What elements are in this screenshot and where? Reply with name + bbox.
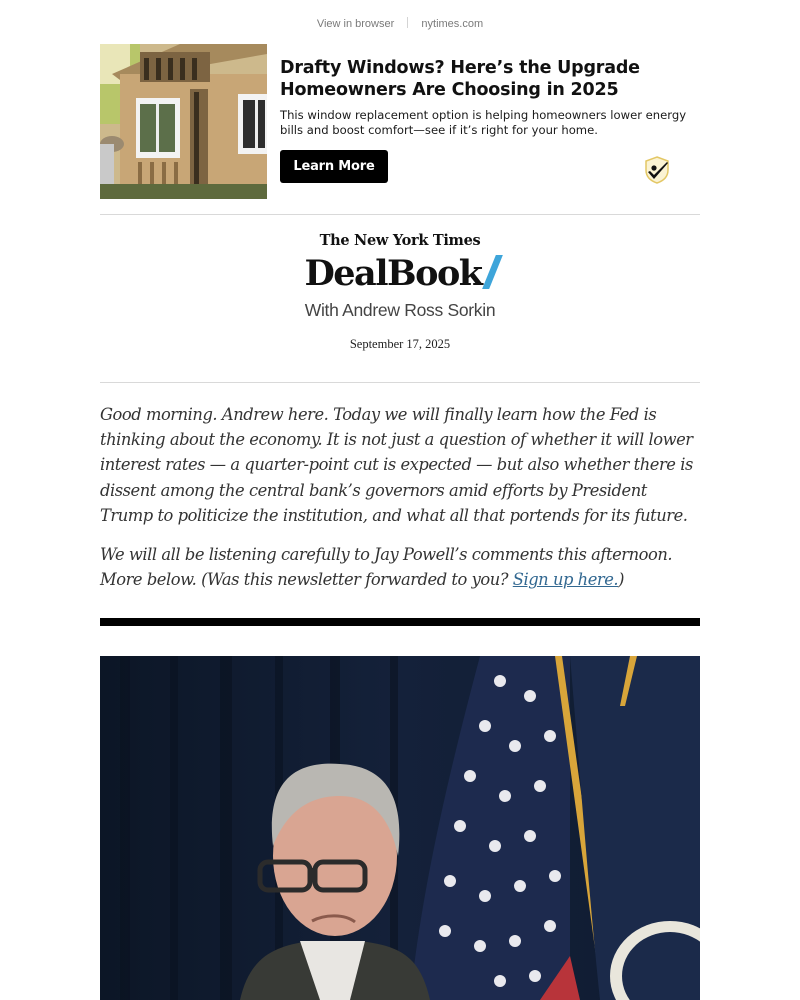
- intro-paragraph-2-text: We will all be listening carefully to Jay Powell’s comments this afternoon. More below. (Was this newsletter forwarded to you?: [100, 545, 673, 590]
- slash-accent-icon: [482, 255, 503, 289]
- intro-paragraph-2-end: ): [618, 570, 625, 590]
- view-in-browser-link[interactable]: View in browser: [316, 18, 395, 30]
- nyt-logo[interactable]: The New York Times: [319, 232, 481, 249]
- top-links: [0, 17, 800, 30]
- ad-body: This window replacement option is helping homeowners lower energy bills and boost comfort—see if it’s right for your home.: [280, 108, 687, 137]
- dealbook-logo[interactable]: [0, 252, 800, 296]
- divider: [100, 214, 700, 215]
- ad-banner: [100, 44, 700, 200]
- article-photo[interactable]: [100, 656, 700, 1000]
- dealbook-title: DealBook: [304, 253, 482, 294]
- learn-more-button[interactable]: Learn More: [280, 150, 388, 183]
- issue-date: September 17, 2025: [349, 337, 451, 351]
- intro-paragraph-1: Good morning. Andrew here. Today we will finally learn how the Fed is thinking about the economy. It is not just a question of whether it will lower interest rates — a quarter-point cut is expected — but also whether there is dissent among the central bank’s governors amid efforts by President Trump to politicize the institution, and what all that portends for its future.: [100, 405, 693, 525]
- byline: With Andrew Ross Sorkin: [304, 300, 496, 320]
- link-separator: [407, 17, 408, 28]
- ad-headline[interactable]: Drafty Windows? Here’s the Upgrade Homeowners Are Choosing in 2025: [280, 58, 640, 100]
- shield-check-icon: [643, 155, 671, 185]
- divider: [100, 382, 700, 383]
- nytimes-link[interactable]: nytimes.com: [421, 18, 484, 30]
- signup-link[interactable]: Sign up here.: [512, 570, 619, 590]
- intro-text: [100, 402, 700, 606]
- section-rule: [100, 618, 700, 626]
- intro-paragraph-2: [100, 542, 700, 592]
- ad-image[interactable]: [100, 44, 267, 199]
